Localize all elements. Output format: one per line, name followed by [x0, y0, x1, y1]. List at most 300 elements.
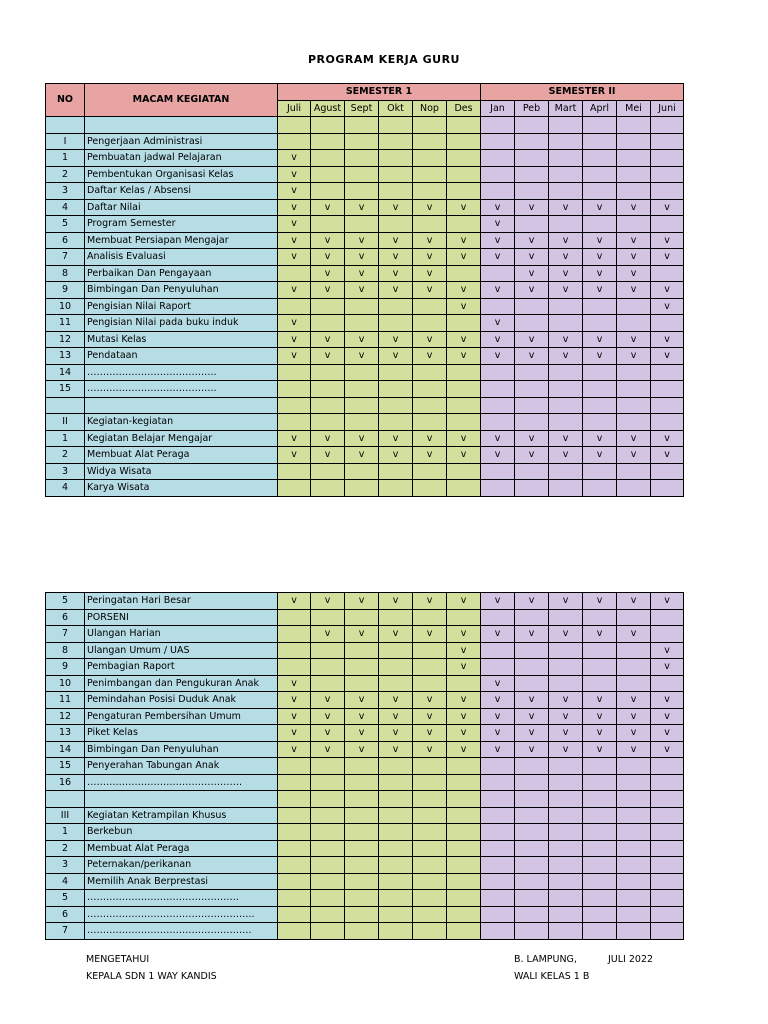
activity-name: Karya Wisata — [85, 480, 278, 497]
month-check-cell — [311, 463, 345, 480]
month-check-cell — [651, 923, 684, 940]
month-check-cell: v — [549, 249, 583, 266]
month-check-cell: v — [515, 447, 549, 464]
month-check-cell — [549, 923, 583, 940]
month-check-cell: v — [515, 626, 549, 643]
month-check-cell — [278, 397, 311, 414]
month-check-cell — [481, 857, 515, 874]
month-check-cell — [515, 117, 549, 134]
month-check-cell: v — [617, 626, 651, 643]
month-check-cell — [549, 873, 583, 890]
month-check-cell — [345, 840, 379, 857]
month-check-cell: v — [515, 741, 549, 758]
month-check-cell — [481, 659, 515, 676]
month-check-cell: v — [345, 593, 379, 610]
month-check-cell — [651, 873, 684, 890]
activity-name: Analisis Evaluasi — [85, 249, 278, 266]
table-1-body — [46, 117, 684, 497]
month-check-cell — [549, 675, 583, 692]
month-check-cell — [515, 840, 549, 857]
month-check-cell — [617, 774, 651, 791]
month-check-cell — [345, 642, 379, 659]
month-check-cell — [311, 824, 345, 841]
month-check-cell: v — [379, 741, 413, 758]
month-check-cell — [278, 626, 311, 643]
activity-name: Pengerjaan Administrasi — [85, 133, 278, 150]
month-check-cell — [413, 480, 447, 497]
month-check-cell: v — [345, 447, 379, 464]
month-check-cell — [651, 414, 684, 431]
month-check-cell — [515, 609, 549, 626]
month-check-cell — [447, 840, 481, 857]
month-check-cell — [651, 364, 684, 381]
month-check-cell — [651, 774, 684, 791]
month-check-cell — [345, 117, 379, 134]
activity-name: Ulangan Harian — [85, 626, 278, 643]
month-check-cell — [549, 414, 583, 431]
table-row — [46, 331, 684, 348]
month-check-cell — [345, 381, 379, 398]
activity-name: Mutasi Kelas — [85, 331, 278, 348]
month-check-cell — [278, 609, 311, 626]
activity-name: PORSENI — [85, 609, 278, 626]
month-check-cell — [311, 906, 345, 923]
table-row — [46, 463, 684, 480]
month-check-cell: v — [311, 725, 345, 742]
month-check-cell — [651, 117, 684, 134]
month-check-cell — [481, 463, 515, 480]
month-check-cell — [549, 298, 583, 315]
month-check-cell: v — [447, 298, 481, 315]
month-check-cell — [311, 183, 345, 200]
table-row — [46, 824, 684, 841]
month-check-cell — [413, 150, 447, 167]
month-check-cell — [413, 463, 447, 480]
month-check-cell — [515, 758, 549, 775]
row-number: 11 — [46, 315, 85, 332]
month-check-cell — [379, 873, 413, 890]
month-check-cell: v — [651, 199, 684, 216]
header-activity: MACAM KEGIATAN — [85, 84, 278, 117]
month-check-cell: v — [481, 232, 515, 249]
row-number: 12 — [46, 708, 85, 725]
table-row — [46, 364, 684, 381]
month-check-cell: v — [447, 593, 481, 610]
month-check-cell — [549, 480, 583, 497]
month-check-cell — [345, 480, 379, 497]
month-check-cell — [311, 216, 345, 233]
month-check-cell: v — [413, 232, 447, 249]
row-number: 2 — [46, 166, 85, 183]
month-check-cell — [311, 298, 345, 315]
month-check-cell — [345, 397, 379, 414]
activity-name: Membuat Alat Peraga — [85, 840, 278, 857]
month-check-cell — [379, 857, 413, 874]
month-check-cell — [379, 824, 413, 841]
month-check-cell — [447, 609, 481, 626]
table-row — [46, 675, 684, 692]
row-number: 4 — [46, 873, 85, 890]
month-check-cell: v — [278, 725, 311, 742]
table-row — [46, 150, 684, 167]
month-check-cell — [651, 857, 684, 874]
month-check-cell — [583, 642, 617, 659]
month-check-cell — [651, 758, 684, 775]
month-check-cell — [278, 381, 311, 398]
month-check-cell — [345, 150, 379, 167]
month-check-cell: v — [413, 282, 447, 299]
month-check-cell — [617, 364, 651, 381]
row-number: 8 — [46, 642, 85, 659]
month-check-cell — [345, 807, 379, 824]
month-check-cell — [447, 774, 481, 791]
month-check-cell — [617, 675, 651, 692]
activity-name: ………………………………….. — [85, 364, 278, 381]
month-check-cell: v — [345, 741, 379, 758]
month-check-cell: v — [345, 232, 379, 249]
month-check-cell — [617, 824, 651, 841]
month-check-cell: v — [481, 430, 515, 447]
month-check-cell — [617, 873, 651, 890]
month-check-cell — [617, 480, 651, 497]
month-check-cell — [379, 463, 413, 480]
activity-name: ……………………………………………. — [85, 923, 278, 940]
month-check-cell — [413, 890, 447, 907]
month-check-cell — [549, 166, 583, 183]
month-check-cell — [549, 315, 583, 332]
month-check-cell — [447, 150, 481, 167]
month-check-cell — [379, 906, 413, 923]
row-number: II — [46, 414, 85, 431]
month-check-cell: v — [278, 166, 311, 183]
month-check-cell — [583, 659, 617, 676]
month-check-cell — [583, 807, 617, 824]
month-check-cell — [481, 807, 515, 824]
month-check-cell: v — [651, 659, 684, 676]
month-check-cell — [515, 216, 549, 233]
month-check-cell — [651, 381, 684, 398]
month-check-cell — [345, 774, 379, 791]
footer-date: JULI 2022 — [608, 954, 654, 965]
month-check-cell: v — [481, 675, 515, 692]
table-row — [46, 414, 684, 431]
month-check-cell — [278, 791, 311, 808]
month-check-cell — [413, 758, 447, 775]
row-number: 14 — [46, 741, 85, 758]
month-check-cell — [549, 774, 583, 791]
month-check-cell — [583, 414, 617, 431]
month-check-cell — [447, 890, 481, 907]
month-check-cell — [549, 216, 583, 233]
activity-name: Kegiatan Ketrampilan Khusus — [85, 807, 278, 824]
row-number: 7 — [46, 626, 85, 643]
month-check-cell — [278, 906, 311, 923]
month-check-cell — [311, 659, 345, 676]
month-check-cell — [481, 381, 515, 398]
month-check-cell — [311, 133, 345, 150]
month-check-cell — [549, 133, 583, 150]
activity-name: …………………………………………. — [85, 774, 278, 791]
month-check-cell — [447, 364, 481, 381]
activity-name: Pengisian Nilai pada buku induk — [85, 315, 278, 332]
month-check-cell — [549, 183, 583, 200]
month-check-cell — [413, 807, 447, 824]
month-check-cell — [481, 183, 515, 200]
month-check-cell: v — [379, 199, 413, 216]
month-check-cell: v — [379, 282, 413, 299]
month-check-cell: v — [549, 232, 583, 249]
month-check-cell — [311, 774, 345, 791]
month-check-cell: v — [345, 199, 379, 216]
month-check-cell: v — [583, 232, 617, 249]
month-check-cell — [617, 414, 651, 431]
table-row — [46, 232, 684, 249]
month-check-cell — [447, 906, 481, 923]
month-check-cell — [583, 298, 617, 315]
table-2-body — [46, 593, 684, 940]
month-check-cell — [311, 873, 345, 890]
month-check-cell — [549, 117, 583, 134]
month-check-cell — [345, 824, 379, 841]
month-check-cell: v — [278, 282, 311, 299]
month-check-cell: v — [345, 249, 379, 266]
month-check-cell — [549, 642, 583, 659]
month-check-cell: v — [311, 447, 345, 464]
month-header: Aprl — [583, 100, 617, 117]
month-check-cell — [651, 480, 684, 497]
row-number: 12 — [46, 331, 85, 348]
table-row — [46, 480, 684, 497]
row-number: 3 — [46, 463, 85, 480]
month-check-cell — [379, 840, 413, 857]
month-check-cell — [278, 642, 311, 659]
month-check-cell — [345, 791, 379, 808]
month-check-cell: v — [413, 430, 447, 447]
activity-name: Widya Wisata — [85, 463, 278, 480]
month-check-cell — [447, 873, 481, 890]
month-check-cell — [311, 150, 345, 167]
page-title: PROGRAM KERJA GURU — [308, 53, 460, 66]
month-check-cell — [379, 150, 413, 167]
row-number: 5 — [46, 593, 85, 610]
month-check-cell — [413, 166, 447, 183]
month-check-cell: v — [481, 741, 515, 758]
month-check-cell: v — [549, 593, 583, 610]
month-check-cell — [583, 824, 617, 841]
table-row — [46, 117, 684, 134]
month-check-cell — [311, 758, 345, 775]
table-row — [46, 430, 684, 447]
activity-name: Membuat Persiapan Mengajar — [85, 232, 278, 249]
month-check-cell: v — [515, 265, 549, 282]
month-check-cell: v — [379, 692, 413, 709]
month-check-cell — [583, 364, 617, 381]
month-check-cell — [515, 183, 549, 200]
month-header: Mei — [617, 100, 651, 117]
month-check-cell: v — [617, 199, 651, 216]
row-number: 6 — [46, 232, 85, 249]
month-check-cell — [583, 774, 617, 791]
month-header: Juni — [651, 100, 684, 117]
table-row — [46, 857, 684, 874]
month-check-cell — [447, 414, 481, 431]
month-check-cell — [379, 315, 413, 332]
table-row — [46, 807, 684, 824]
row-number: 14 — [46, 364, 85, 381]
month-check-cell — [447, 216, 481, 233]
month-check-cell — [413, 923, 447, 940]
month-check-cell: v — [549, 725, 583, 742]
month-check-cell — [413, 397, 447, 414]
month-check-cell: v — [311, 708, 345, 725]
activity-name: Pendataan — [85, 348, 278, 365]
row-number: 2 — [46, 447, 85, 464]
month-check-cell: v — [278, 199, 311, 216]
month-check-cell: v — [278, 430, 311, 447]
month-check-cell — [617, 906, 651, 923]
month-check-cell — [515, 675, 549, 692]
month-check-cell: v — [413, 593, 447, 610]
month-check-cell — [481, 642, 515, 659]
month-check-cell — [379, 923, 413, 940]
month-check-cell — [549, 463, 583, 480]
month-check-cell — [379, 609, 413, 626]
month-check-cell — [617, 923, 651, 940]
month-check-cell — [515, 414, 549, 431]
month-check-cell: v — [345, 331, 379, 348]
footer-homeroom-teacher: WALI KELAS 1 B — [514, 971, 590, 982]
month-check-cell — [345, 923, 379, 940]
month-check-cell — [583, 758, 617, 775]
activity-name: Perbaikan Dan Pengayaan — [85, 265, 278, 282]
month-check-cell: v — [583, 447, 617, 464]
month-check-cell — [549, 857, 583, 874]
month-check-cell: v — [651, 298, 684, 315]
month-check-cell: v — [379, 725, 413, 742]
month-check-cell — [345, 133, 379, 150]
row-number: 10 — [46, 675, 85, 692]
row-number: 11 — [46, 692, 85, 709]
row-number: 15 — [46, 381, 85, 398]
month-check-cell: v — [481, 199, 515, 216]
activity-name: Memilih Anak Berprestasi — [85, 873, 278, 890]
month-check-cell: v — [549, 199, 583, 216]
month-check-cell: v — [311, 331, 345, 348]
row-number: 9 — [46, 659, 85, 676]
table-row — [46, 659, 684, 676]
month-check-cell — [617, 659, 651, 676]
month-check-cell — [278, 480, 311, 497]
month-check-cell — [379, 675, 413, 692]
month-check-cell: v — [481, 593, 515, 610]
month-check-cell — [583, 150, 617, 167]
month-check-cell — [379, 890, 413, 907]
month-check-cell — [651, 265, 684, 282]
month-check-cell — [413, 659, 447, 676]
month-check-cell — [549, 807, 583, 824]
month-check-cell — [379, 117, 413, 134]
month-check-cell — [345, 890, 379, 907]
month-check-cell: v — [413, 249, 447, 266]
activity-name: Pengaturan Pembersihan Umum — [85, 708, 278, 725]
month-check-cell — [447, 117, 481, 134]
month-check-cell — [345, 609, 379, 626]
month-check-cell: v — [549, 741, 583, 758]
month-check-cell: v — [583, 708, 617, 725]
month-check-cell: v — [481, 282, 515, 299]
month-check-cell — [617, 117, 651, 134]
month-check-cell: v — [379, 708, 413, 725]
month-check-cell — [311, 807, 345, 824]
month-check-cell: v — [413, 708, 447, 725]
month-check-cell — [481, 364, 515, 381]
month-check-cell — [583, 840, 617, 857]
month-check-cell — [583, 890, 617, 907]
month-check-cell: v — [278, 331, 311, 348]
month-check-cell: v — [413, 331, 447, 348]
month-check-cell: v — [583, 626, 617, 643]
activity-name: Kegiatan Belajar Mengajar — [85, 430, 278, 447]
month-check-cell: v — [651, 708, 684, 725]
activity-name: Membuat Alat Peraga — [85, 447, 278, 464]
month-check-cell — [345, 315, 379, 332]
month-check-cell: v — [549, 430, 583, 447]
month-header: Sept — [345, 100, 379, 117]
month-check-cell: v — [447, 725, 481, 742]
table-row — [46, 642, 684, 659]
month-check-cell — [515, 463, 549, 480]
month-check-cell — [413, 791, 447, 808]
month-check-cell: v — [345, 348, 379, 365]
month-check-cell — [617, 381, 651, 398]
month-check-cell: v — [583, 265, 617, 282]
month-check-cell — [583, 183, 617, 200]
table-row — [46, 447, 684, 464]
table-row — [46, 791, 684, 808]
month-check-cell — [278, 265, 311, 282]
table-row — [46, 741, 684, 758]
activity-name: Daftar Kelas / Absensi — [85, 183, 278, 200]
month-check-cell — [651, 397, 684, 414]
month-header: Juli — [278, 100, 311, 117]
month-check-cell: v — [481, 447, 515, 464]
table-row — [46, 840, 684, 857]
table-row — [46, 133, 684, 150]
month-check-cell — [515, 807, 549, 824]
month-check-cell — [345, 298, 379, 315]
table-row — [46, 708, 684, 725]
month-check-cell: v — [549, 282, 583, 299]
month-check-cell: v — [278, 447, 311, 464]
row-number — [46, 791, 85, 808]
month-check-cell — [447, 166, 481, 183]
month-check-cell — [515, 906, 549, 923]
table-row — [46, 216, 684, 233]
month-check-cell: v — [515, 430, 549, 447]
month-check-cell: v — [311, 626, 345, 643]
month-check-cell — [379, 414, 413, 431]
month-check-cell — [278, 463, 311, 480]
month-check-cell — [617, 216, 651, 233]
month-check-cell — [515, 150, 549, 167]
month-check-cell: v — [345, 265, 379, 282]
month-check-cell — [617, 397, 651, 414]
month-check-cell: v — [413, 741, 447, 758]
month-check-cell — [278, 923, 311, 940]
month-check-cell: v — [447, 741, 481, 758]
month-check-cell: v — [345, 708, 379, 725]
row-number — [46, 117, 85, 134]
